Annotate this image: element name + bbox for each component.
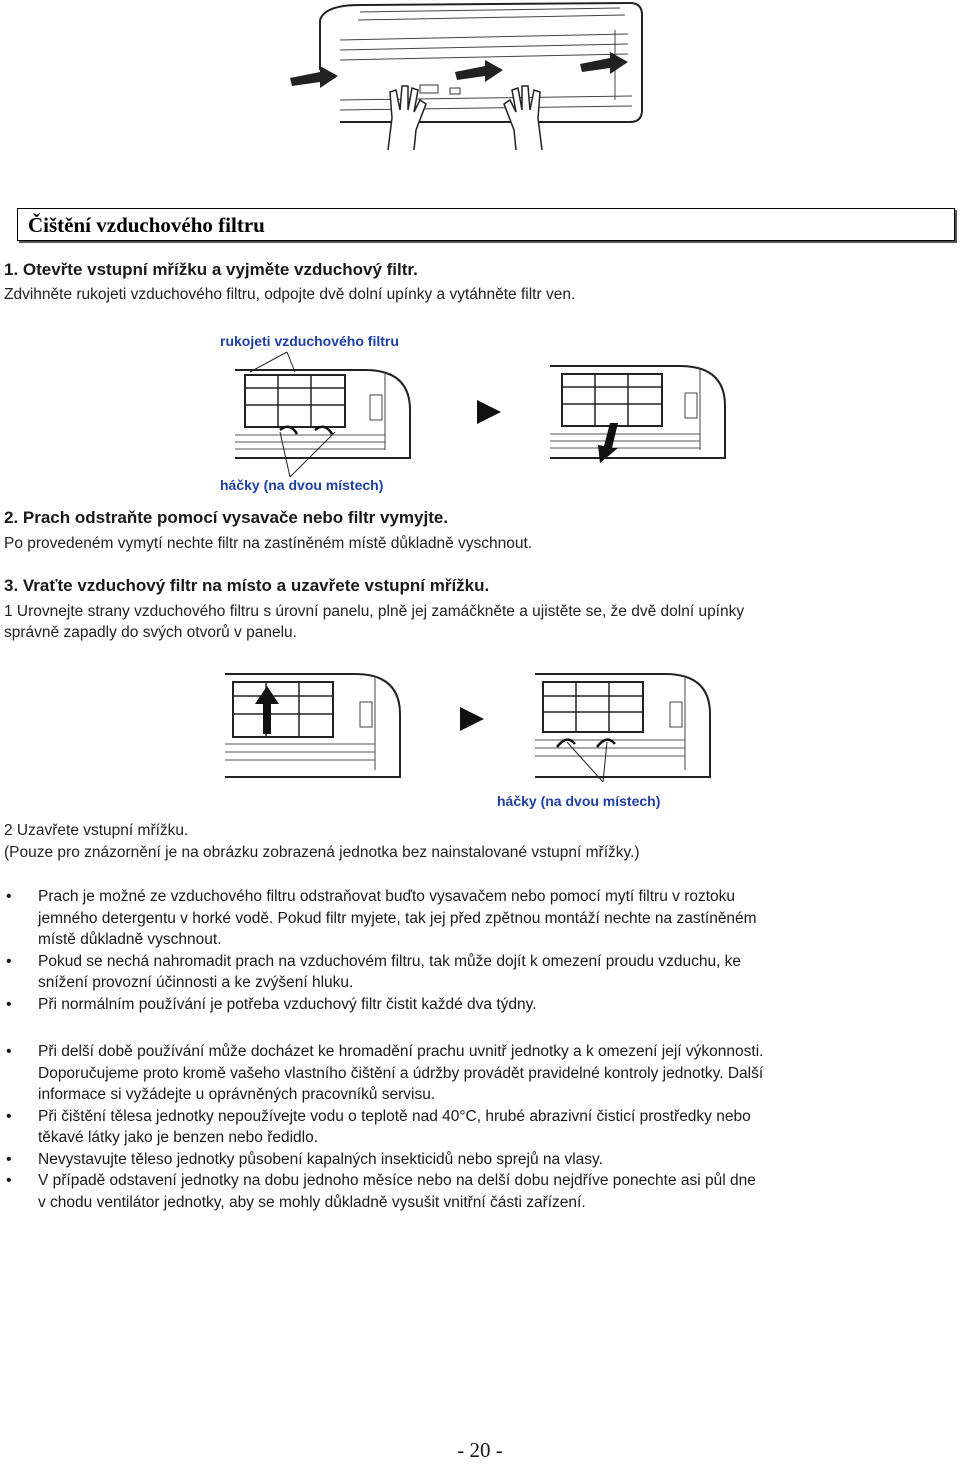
bullet-line: V případě odstavení jednotky na dobu jednoho měsíce nebo na delší dobu nejdříve ponechte asi půl dne xyxy=(38,1172,756,1189)
bullet-line: Nevystavujte těleso jednotky působení kapalných insekticidů nebo sprejů na vlasy. xyxy=(38,1150,603,1168)
bullet-line: jemného detergentu v horké vodě. Pokud filtr myjete, tak jej před zpětnou montáží nechte na zastíněném xyxy=(38,909,757,927)
bullet-dot: • xyxy=(6,888,12,905)
bullet-dot: • xyxy=(6,952,12,970)
hooks-pointer-lines xyxy=(250,430,370,480)
label-filter-handles: rukojeti vzduchového filtru xyxy=(220,333,399,349)
step1-heading: 1. Otevřte vstupní mřížku a vyjměte vzduchový filtr. xyxy=(4,260,418,279)
bullet-line: těkavé látky jako je benzen nebo ředidlo. xyxy=(38,1129,319,1146)
ac-unit-open-grille-illustration xyxy=(280,0,660,160)
step3-text-line2: správně zapadly do svých otvorů v panelu. xyxy=(4,624,297,641)
step2-heading: 2. Prach odstraňte pomocí vysavače nebo filtr vymyjte. xyxy=(4,508,449,527)
step3-text-line1: 1 Urovnejte strany vzduchového filtru s úrovní panelu, plně jej zamáčkněte a ujistěte se, že dvě dolní upínky xyxy=(4,603,745,620)
bullet-line: v chodu ventilátor jednotky, aby se mohly důkladně vysušit vnitřní části zařízení. xyxy=(38,1193,586,1211)
bullet-item xyxy=(0,1149,940,1171)
bullet-line: místě důkladně vyschnout. xyxy=(38,931,222,948)
bullet-line: snížení provozní účinnosti a ke zvýšení hluku. xyxy=(38,974,354,991)
bullet-dot: • xyxy=(6,1043,12,1060)
bullet-dot: • xyxy=(6,1107,12,1125)
bullet-item xyxy=(0,994,940,1016)
bullet-line: Prach je možné ze vzduchového filtru odstraňovat buďto vysavačem nebo pomocí mytí filtru v roztoku xyxy=(38,888,736,905)
bullet-item xyxy=(0,951,940,994)
section-header-box xyxy=(17,208,955,241)
bullet-dot: • xyxy=(6,1172,12,1189)
bullet-line: Doporučujeme proto kromě vašeho vlastního čištění a údržby provádět pravidelné kontroly jednotky. Další xyxy=(38,1064,764,1082)
step3-note: (Pouze pro znázornění je na obrázku zobrazená jednotka bez nainstalované vstupní mřížky.) xyxy=(4,844,640,861)
play-arrow-icon-2 xyxy=(458,705,486,733)
section-title: Čištění vzduchového filtru xyxy=(28,213,265,237)
filter-install-figure-b xyxy=(535,672,715,782)
bullet-list-1 xyxy=(0,886,940,1015)
step2-text: Po provedeném vymytí nechte filtr na zastíněném místě důkladně vyschnout. xyxy=(4,535,533,552)
bullet-line: Při delší době používání může docházet ke hromadění prachu uvnitř jednotky a k omezení její výkonnosti. xyxy=(38,1043,764,1060)
play-arrow-icon xyxy=(475,398,503,426)
bullet-line: Při čištění tělesa jednotky nepoužívejte vodu o teplotě nad 40°C, hrubé abrazivní čisticí prostředky nebo xyxy=(38,1107,751,1125)
bullet-dot: • xyxy=(6,1150,12,1168)
bullet-line: informace si vyžádejte u oprávněných pracovníků servisu. xyxy=(38,1086,436,1103)
label-hooks-1: háčky (na dvou místech) xyxy=(220,477,384,493)
filter-install-figure-a xyxy=(225,672,405,782)
page-number: - 20 - xyxy=(457,1438,503,1462)
label-hooks-2: háčky (na dvou místech) xyxy=(497,793,661,809)
bullet-item xyxy=(0,886,940,951)
bullet-item xyxy=(0,1170,940,1213)
bullet-line: Pokud se nechá nahromadit prach na vzduchovém filtru, tak může dojít k omezení proudu vzduchu, ke xyxy=(38,952,742,970)
step3-heading: 3. Vraťte vzduchový filtr na místo a uzavřete vstupní mřížku. xyxy=(4,576,490,595)
step1-text: Zdvihněte rukojeti vzduchového filtru, odpojte dvě dolní upínky a vytáhněte filtr ven. xyxy=(4,286,576,303)
bullet-list-2 xyxy=(0,1041,940,1213)
bullet-item xyxy=(0,1106,940,1149)
filter-removal-figure-b xyxy=(550,348,730,463)
step3-close-text: 2 Uzavřete vstupní mřížku. xyxy=(4,822,189,839)
bullet-line: Při normálním používání je potřeba vzduchový filtr čistit každé dva týdny. xyxy=(38,995,537,1013)
bullet-item xyxy=(0,1041,940,1106)
bullet-dot: • xyxy=(6,995,12,1013)
